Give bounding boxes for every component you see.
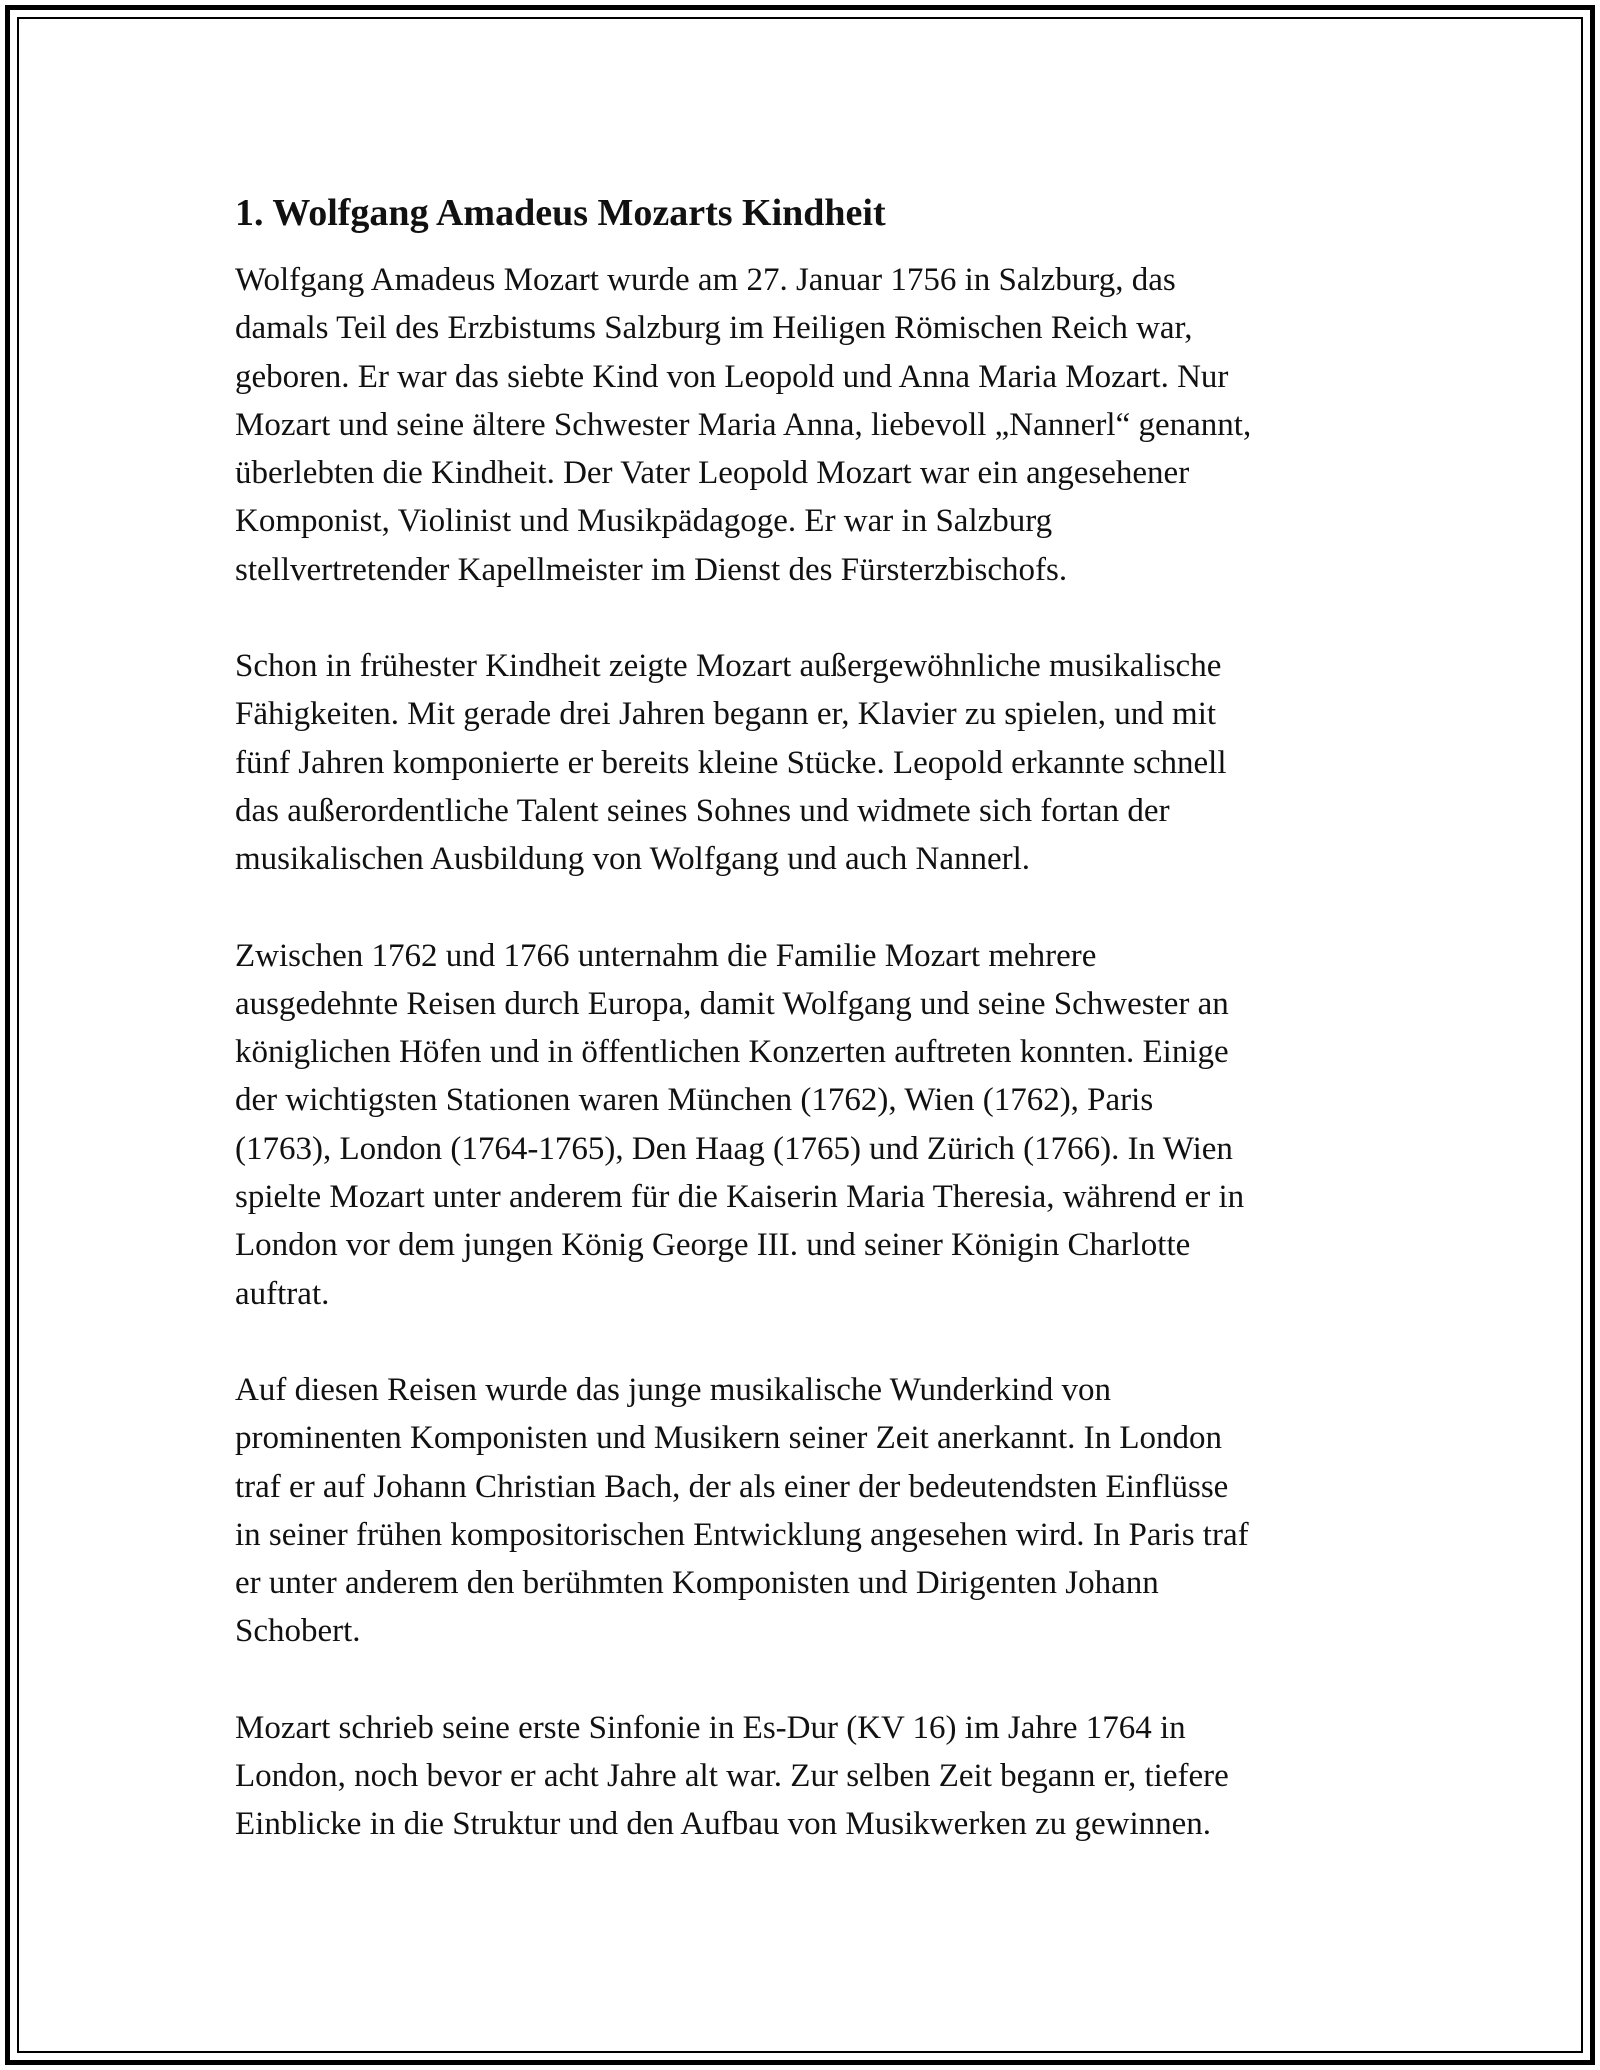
paragraph-travels: [235, 932, 1385, 1318]
text-line: spielte Mozart unter anderem für die Kaiserin Maria Theresia, während er in: [235, 1179, 1245, 1216]
text-line: überlebten die Kindheit. Der Vater Leopold Mozart war ein angesehener: [235, 455, 1190, 492]
text-line: traf er auf Johann Christian Bach, der als einer der bedeutendsten Einflüsse: [235, 1468, 1229, 1505]
paragraph-recognition: [235, 1366, 1385, 1656]
text-line: Fähigkeiten. Mit gerade drei Jahren begann er, Klavier zu spielen, und mit: [235, 696, 1217, 733]
section-heading: 1. Wolfgang Amadeus Mozarts Kindheit: [235, 192, 886, 234]
text-line: der wichtigsten Stationen waren München (1762), Wien (1762), Paris: [235, 1082, 1154, 1119]
text-line: Komponist, Violinist und Musikpädagoge. Er war in Salzburg: [235, 503, 1053, 540]
text-line: er unter anderem den berühmten Komponisten und Dirigenten Johann: [235, 1565, 1159, 1602]
text-line: auftrat.: [235, 1275, 330, 1312]
text-line: London, noch bevor er acht Jahre alt war. Zur selben Zeit begann er, tiefere: [235, 1758, 1229, 1795]
document-body: [235, 186, 1385, 1897]
text-line: königlichen Höfen und in öffentlichen Konzerten auftreten konnten. Einige: [235, 1034, 1229, 1071]
text-line: Mozart schrieb seine erste Sinfonie in Es-Dur (KV 16) im Jahre 1764 in: [235, 1709, 1186, 1746]
paragraph-birth: [235, 256, 1385, 594]
text-line: in seiner frühen kompositorischen Entwicklung angesehen wird. In Paris traf: [235, 1516, 1249, 1553]
text-line: Zwischen 1762 und 1766 unternahm die Familie Mozart mehrere: [235, 937, 1097, 974]
text-line: das außerordentliche Talent seines Sohnes und widmete sich fortan der: [235, 792, 1170, 829]
text-line: Mozart und seine ältere Schwester Maria Anna, liebevoll „Nannerl“ genannt,: [235, 406, 1252, 443]
text-line: Einblicke in die Struktur und den Aufbau von Musikwerken zu gewinnen.: [235, 1806, 1212, 1843]
text-line: London vor dem jungen König George III. und seiner Königin Charlotte: [235, 1227, 1191, 1264]
text-line: (1763), London (1764-1765), Den Haag (1765) und Zürich (1766). In Wien: [235, 1130, 1233, 1167]
text-line: ausgedehnte Reisen durch Europa, damit Wolfgang und seine Schwester an: [235, 985, 1229, 1022]
text-line: Auf diesen Reisen wurde das junge musikalische Wunderkind von: [235, 1371, 1112, 1408]
text-line: Schon in frühester Kindheit zeigte Mozart außergewöhnliche musikalische: [235, 648, 1222, 685]
text-line: Schobert.: [235, 1613, 361, 1650]
paragraph-early-talent: [235, 642, 1385, 883]
text-line: musikalischen Ausbildung von Wolfgang und auch Nannerl.: [235, 841, 1031, 878]
text-line: prominenten Komponisten und Musikern seiner Zeit anerkannt. In London: [235, 1420, 1223, 1457]
text-line: fünf Jahren komponierte er bereits kleine Stücke. Leopold erkannte schnell: [235, 744, 1227, 781]
text-line: damals Teil des Erzbistums Salzburg im Heiligen Römischen Reich war,: [235, 310, 1193, 347]
text-line: stellvertretender Kapellmeister im Dienst des Fürsterzbischofs.: [235, 551, 1068, 588]
text-line: geboren. Er war das siebte Kind von Leopold und Anna Maria Mozart. Nur: [235, 358, 1229, 395]
paragraph-first-symphony: [235, 1704, 1385, 1849]
text-line: Wolfgang Amadeus Mozart wurde am 27. Januar 1756 in Salzburg, das: [235, 262, 1176, 298]
